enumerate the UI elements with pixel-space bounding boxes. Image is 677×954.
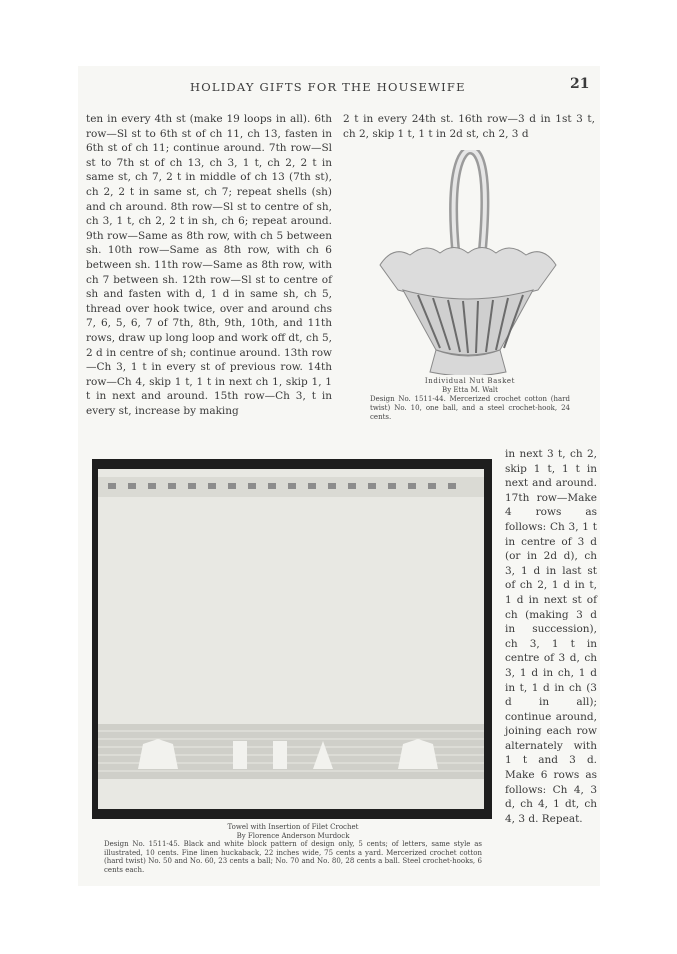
towel-caption <box>104 823 482 875</box>
body-text-right-bottom: in next 3 t, ch 2, skip 1 t, 1 t in next and around. 17th row—Make 4 rows as follows: Ch 3, 1 t in centre of 3 d (or in 2d d), ch 3, 1 d in last st of ch 2, 1 d in t, 1 d in next st of ch (making 3 d in succession), ch 3, 1 t in centre of 3 d, ch 3, 1 d in ch, 1 d in t, 1 d in ch (3 d in all); continue around, joining each row alternately with 1 t and 3 d. Make 6 rows as follows: Ch 4, 3 d, ch 4, 1 dt, ch 4, 3 d. Repeat. <box>505 448 597 825</box>
towel-photo <box>92 459 492 819</box>
running-header: HOLIDAY GIFTS FOR THE HOUSEWIFE <box>190 80 466 94</box>
towel-caption-body: Design No. 1511-45. Black and white block pattern of design only, 5 cents; of letters, same style as illustrated, 10 cents. Fine linen huckaback, 22 inches wide, 75 cents a yard. Mercerized crochet cotton (hard twist) No. 50 and No. 60, 23 cents a ball; No. 70 and No. 80, 28 cents a ball. Steel crochet-hooks, 6 cents each. <box>104 840 482 874</box>
column-right-top <box>343 112 595 141</box>
towel-artwork <box>98 469 484 809</box>
towel-caption-author: By Florence Anderson Murdock <box>236 831 350 840</box>
column-right-bottom <box>505 447 597 826</box>
towel-caption-title: Towel with Insertion of Filet Crochet <box>227 823 359 831</box>
body-text-right-top: 2 t in every 24th st. 16th row—3 d in 1st 3 t, ch 2, skip 1 t, 1 t in 2d st, ch 2, 3 d <box>343 113 595 140</box>
body-text-left: ten in every 4th st (make 19 loops in all). 6th row—Sl st to 6th st of ch 11, ch 13, fasten in 6th st of ch 11; continue around. 7th row—Sl st to 7th st of ch 13, ch 3, 1 t, ch 2, 2 t in same st, ch 7, 2 t in middle of ch 13 (7th st), ch 2, 2 t in same st, ch 7; repeat shells (sh) and ch around. 8th row—Sl st to centre of sh, ch 3, 1 t, ch 2, 2 t in sh, ch 6; repeat around. 9th row—Same as 8th row, with ch 5 between sh. 10th row—Same as 8th row, with ch 6 between sh. 11th row—Same as 8th row, with ch 7 between sh. 12th row—Sl st to centre of sh and fasten with d, 1 d in same sh, ch 5, thread over hook twice, over and around chs 7, 6, 5, 6, 7 of 7th, 8th, 9th, 10th, and 11th rows, draw up long loop and work off dt, ch 5, 2 d in centre of sh; continue around. 13th row—Ch 3, 1 t in every st of previous row. 14th row—Ch 4, skip 1 t, 1 t in next ch 1, skip 1, 1 t in next and around. 15th row—Ch 3, t in every st, increase by making <box>86 113 332 417</box>
column-left <box>86 112 332 418</box>
page-number: 21 <box>570 76 590 92</box>
basket-caption <box>370 377 570 422</box>
basket-caption-title: Individual Nut Basket <box>424 377 516 385</box>
towel-image <box>98 469 484 809</box>
nut-basket-illustration <box>378 150 558 375</box>
basket-image <box>378 150 558 375</box>
basket-caption-author: By Etta M. Walt <box>442 386 498 394</box>
basket-caption-body: Design No. 1511-44. Mercerized crochet cotton (hard twist) No. 10, one ball, and a steel crochet-hook, 24 cents. <box>370 395 570 421</box>
